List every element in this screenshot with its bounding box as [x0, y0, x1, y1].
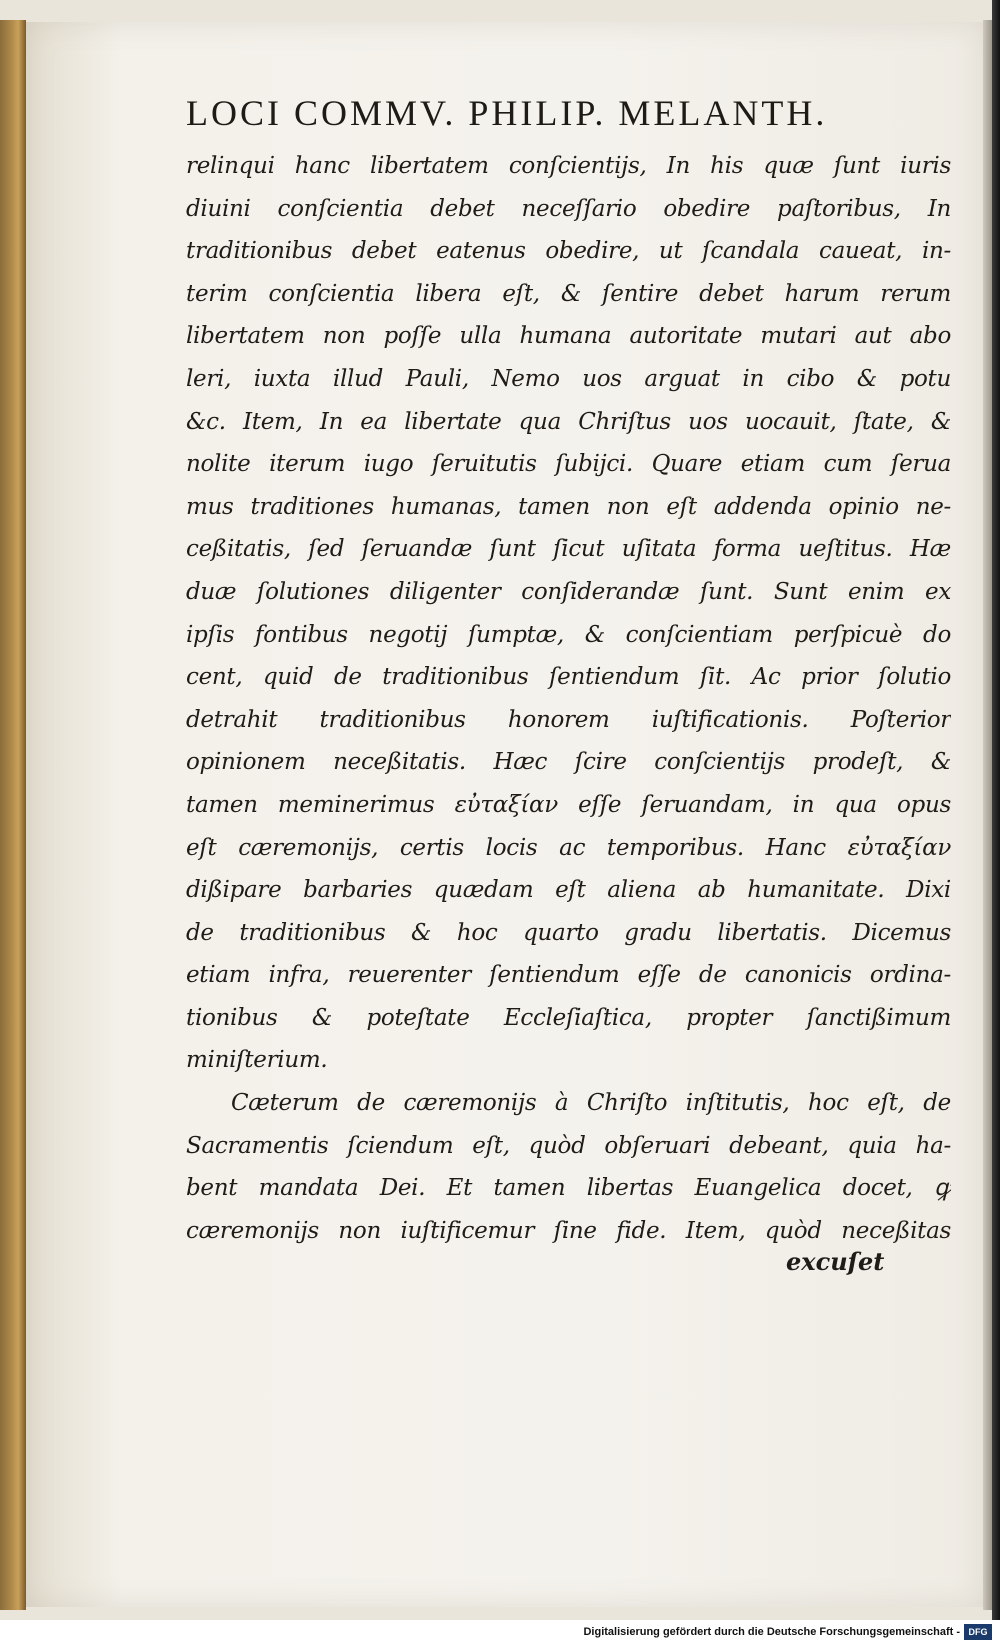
text-line: libertatem non poſſe ulla humana autoritate mutari aut abo [186, 323, 951, 350]
text-line: miniſterium. [186, 1047, 328, 1074]
text-line: Sacramentis ſciendum eſt, quòd obſeruari debeant, quia ha- [186, 1132, 951, 1159]
text-line: relinqui hanc libertatem conſcientijs, In his quæ ſunt iuris [186, 153, 951, 179]
scan-border-right [992, 0, 1000, 1620]
page-fore-edge [983, 20, 992, 1610]
text-line: detrahit traditionibus honorem iuſtificationis. Poſterior [186, 706, 951, 733]
digitization-footer [0, 1620, 1000, 1646]
text-line: nolite iterum iugo ſeruitutis ſubijci. Quare etiam cum ſerua [186, 451, 951, 478]
funding-credit: Digitalisierung gefördert durch die Deutsche Forschungsgemeinschaft - [583, 1626, 960, 1638]
text-line: tionibus & poteſtate Eccleſiaſtica, propter ſanctißimum [186, 1004, 951, 1031]
text-line: cæremonijs non iuſtificemur ſine fide. Item, quòd neceßitas [186, 1217, 951, 1244]
body-text [186, 145, 951, 1252]
text-line: diuini conſcientia debet neceſſario obedire paſtoribus, In [186, 195, 951, 222]
binding-edge [0, 20, 26, 1610]
text-line: mus traditiones humanas, tamen non eſt addenda opinio ne- [186, 493, 951, 520]
text-line: opinionem neceßitatis. Hæc ſcire conſcientijs prodeſt, & [186, 749, 951, 776]
text-line: ipſis fontibus negotij ſumptæ, & conſcientiam perſpicuè do [186, 621, 951, 648]
running-header: LOCI COMMV. PHILIP. MELANTH. [186, 93, 828, 133]
paragraph-start-line: Cæterum de cæremonijs à Chriſto inſtitutis, hoc eſt, de [231, 1090, 951, 1117]
text-line: etiam infra, reuerenter ſentiendum eſſe de canonicis ordina- [186, 962, 951, 989]
text-line: leri, iuxta illud Pauli, Nemo uos arguat in cibo & potu [186, 365, 951, 392]
text-line: bent mandata Dei. Et tamen libertas Euangelica docet, ꝙ [186, 1175, 951, 1202]
text-line: ceßitatis, ſed ſeruandæ ſunt ſicut uſitata forma ueſtitus. Hæ [186, 536, 951, 563]
text-line: terim conſcientia libera eſt, & ſentire debet harum rerum [186, 280, 951, 307]
text-line: cent, quid de traditionibus ſentiendum ſit. Ac prior ſolutio [186, 664, 951, 691]
text-line: duæ ſolutiones diligenter conſiderandæ ſunt. Sunt enim ex [186, 578, 951, 605]
catchword: excuſet [786, 1247, 885, 1276]
text-line: traditionibus debet eatenus obedire, ut ſcandala caueat, in- [186, 238, 951, 265]
text-line: &c. Item, In ea libertate qua Chriſtus uos uocauit, ſtate, & [186, 408, 951, 435]
dfg-logo: DFG [964, 1624, 992, 1640]
text-line: de traditionibus & hoc quarto gradu libertatis. Dicemus [186, 919, 951, 946]
text-line: eſt cæremonijs, certis locis ac temporibus. Hanc εὐταξίαν [186, 834, 951, 861]
text-line: tamen meminerimus εὐταξίαν eſſe ſeruandam, in qua opus [186, 791, 951, 818]
text-line: dißipare barbaries quædam eſt aliena ab humanitate. Dixi [186, 877, 951, 904]
